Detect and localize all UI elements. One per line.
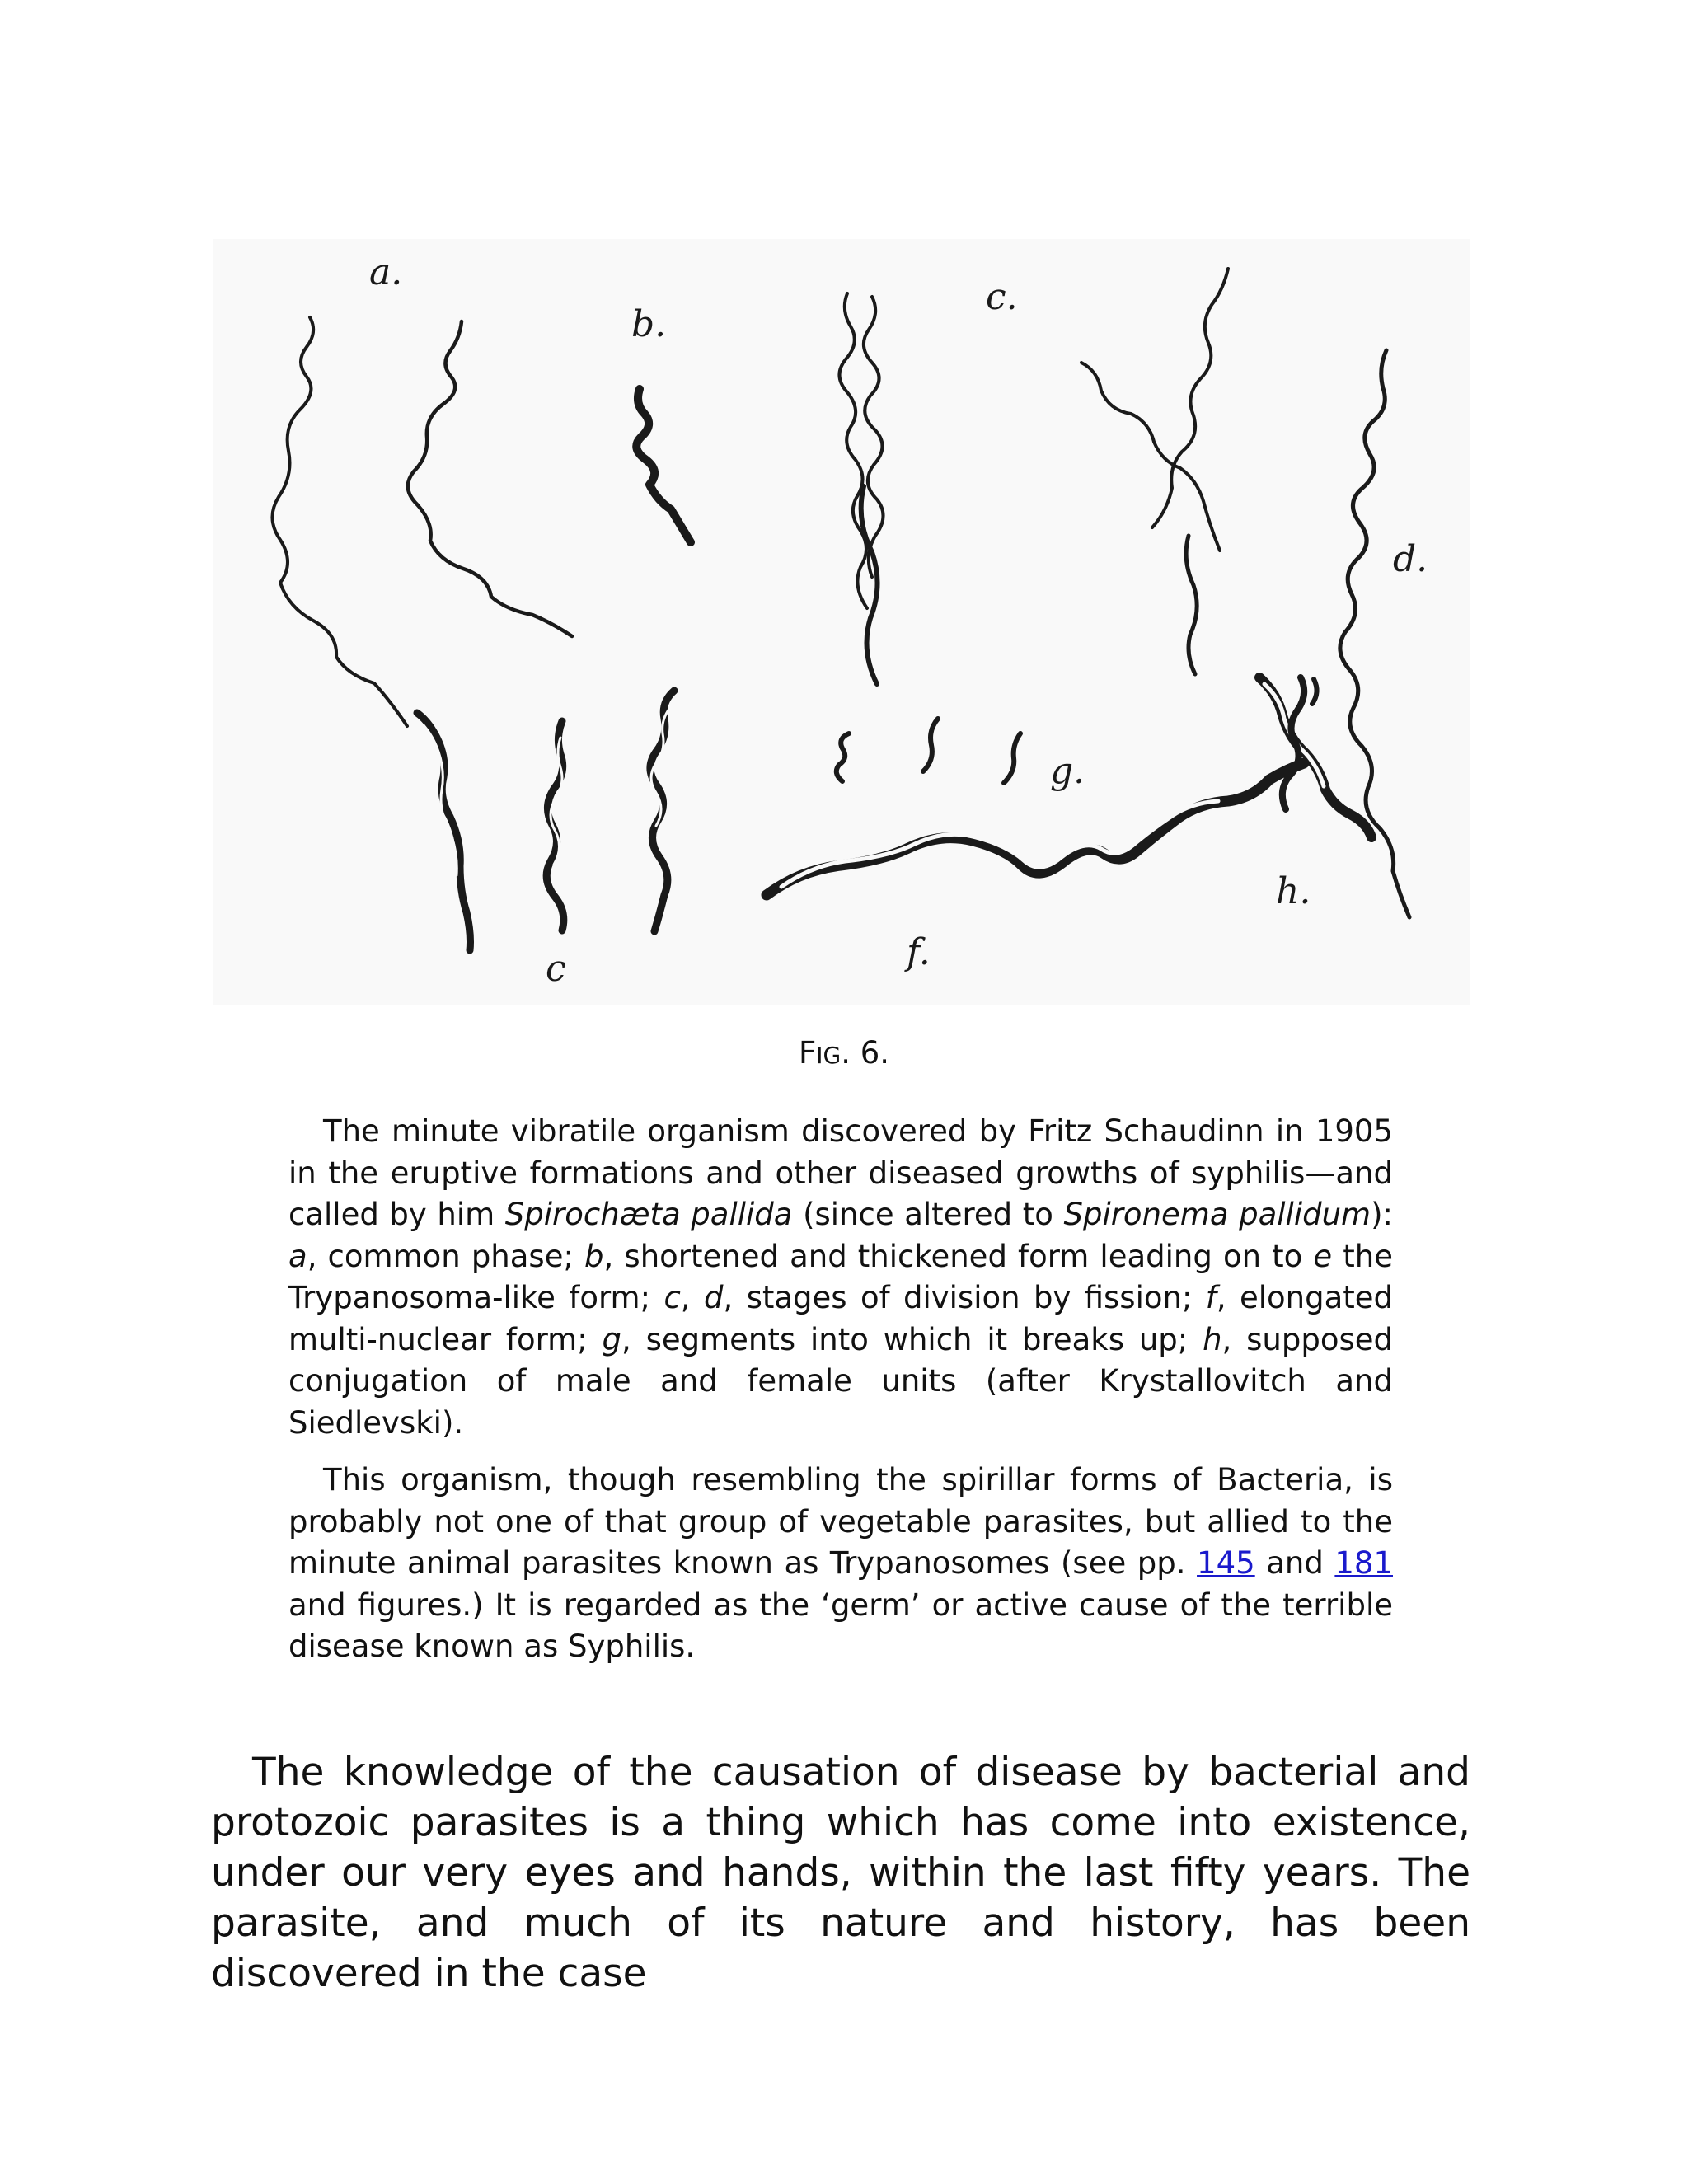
organism-g-3 [1004,733,1020,783]
caption-1-i9: g [602,1321,621,1357]
caption-2-t3: and figures.) It is regarded as the ‘germ’ or active cause of the terrible disease known as Syphilis. [288,1586,1393,1664]
caption-1-i2: Spironema pallidum [1063,1197,1372,1232]
figure-caption-number: . 6. [841,1035,890,1071]
caption-paragraph-2 [288,1460,1393,1668]
body-paragraph: The knowledge of the causation of disease by bacterial and protozoic parasites is a thing which has come into existence, under our very eyes and hands, within the last fifty years. The parasite, and much of its nature and history, has been discovered in the case [211,1750,1470,1996]
figure-caption [0,1033,1688,1076]
caption-2-t2: and [1254,1545,1335,1581]
caption-1-t11: , supposed conjugation of male and female units (after Krystallovitch and Siedlevski). [288,1321,1393,1441]
caption-2-t1: This organism, though resembling the spirillar forms of Bacteria, is probably not one of that group of vegetable parasites, but allied to the minute animal parasites known as Trypanosomes (see pp. [288,1462,1393,1581]
caption-1-i8: f [1205,1280,1217,1315]
figure-caption-cap: F [798,1035,817,1071]
caption-1-t9: , elongated multi-nuclear form; [288,1280,1394,1357]
caption-1-i4: b [584,1238,604,1274]
organism-e-1 [417,713,471,950]
organism-h-3 [1312,679,1317,704]
label-h: h. [1276,870,1311,912]
label-e: c [546,948,566,990]
organism-f [767,763,1304,895]
caption-1-i1: Spirochæta pallida [504,1197,793,1232]
label-b: b. [631,303,667,345]
caption-1-i6: c [663,1280,681,1315]
caption-1-i10: h [1203,1321,1222,1357]
organism-a-left [272,317,407,726]
caption-1-t6: the Trypanosoma-like form; [288,1238,1393,1315]
caption-1-t4: , common phase; [307,1238,585,1274]
organism-e-2 [546,721,564,930]
organism-g-2 [923,719,938,771]
caption-2-text [288,1460,1393,1668]
organism-c-top-stem [861,486,878,684]
organism-d-right [1152,269,1228,527]
page-link-181[interactable]: 181 [1334,1545,1393,1581]
caption-1-i3: a [288,1238,307,1274]
label-a: a. [369,251,403,293]
figure-caption-small: IG [816,1042,842,1069]
figure-illustration [213,239,1470,1005]
page-link-145[interactable]: 145 [1197,1545,1255,1581]
caption-1-i5: e [1313,1238,1333,1274]
caption-1-t8: , stages of division by fission; [723,1280,1206,1315]
organism-g-1 [837,733,849,781]
organism-d-stem [1186,536,1197,674]
caption-paragraph-1 [288,1111,1393,1444]
caption-1-t1: The minute vibratile organism discovered by Fritz Schaudinn in 1905 in the eruptive formations and other diseased growths of syphilis—and called by him [288,1113,1393,1232]
caption-1-i7: d [703,1280,724,1315]
organism-a-right [408,321,572,636]
organism-b [636,389,691,542]
label-c-top: c. [986,276,1018,318]
caption-1-t10: , segments into which it breaks up; [621,1321,1203,1357]
caption-1-t2: (since altered to [792,1197,1064,1232]
caption-1-t3: ): [1371,1197,1393,1232]
label-d: d. [1393,538,1428,580]
caption-1-t7: , [680,1280,704,1315]
organism-d-left [1081,363,1220,551]
label-f: f. [907,931,931,973]
caption-1-text [288,1111,1393,1444]
label-g: g. [1050,750,1085,792]
body-text [211,1747,1470,1999]
caption-1-t5: , shortened and thickened form leading on to [603,1238,1314,1274]
spirochaete-drawing [213,239,1470,1005]
